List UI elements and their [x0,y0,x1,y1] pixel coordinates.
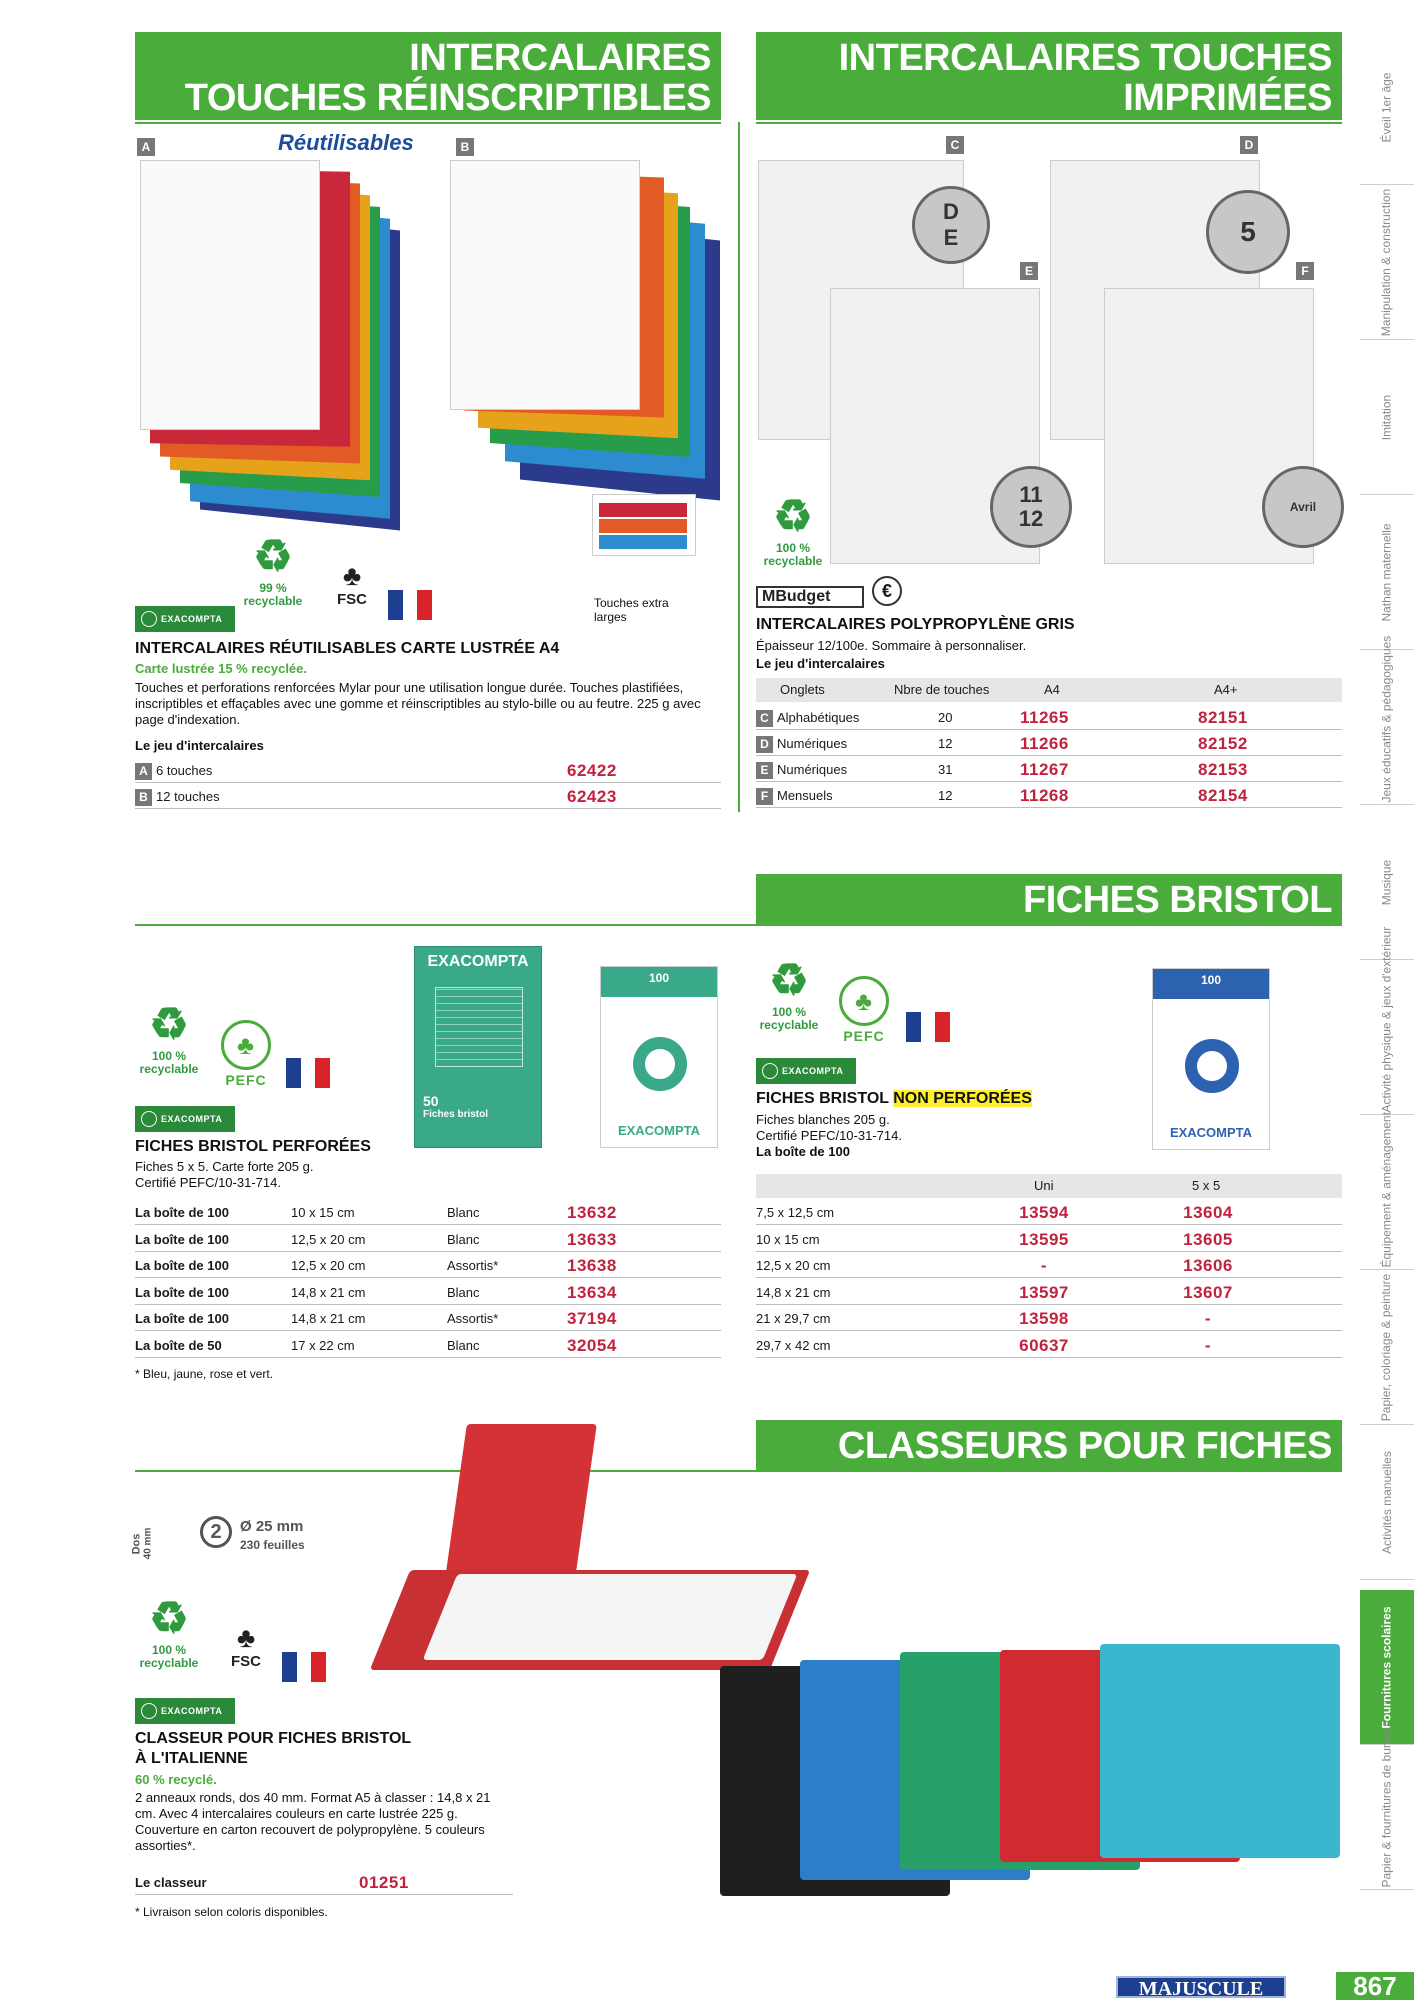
product-code: 32054 [567,1335,617,1355]
product-code: 13598 [1019,1309,1069,1328]
banner-intercalaires-reinscriptibles: INTERCALAIRES TOUCHES RÉINSCRIPTIBLES [135,32,721,120]
product-tag-f: F [1296,262,1314,280]
pack-image-fiches-non-perforees: 100 EXACOMPTA [1152,968,1270,1150]
recyclable-100-logo: ♻ 100 % recyclable [748,492,838,568]
tree-icon: ♣ [221,1020,271,1070]
product-code: 11267 [1020,760,1069,779]
table-row[interactable]: F Mensuels 12 11268 82154 [756,783,1342,808]
product-code: 11266 [1020,734,1069,753]
dos-label: Dos 40 mm [130,1527,154,1560]
touches-extra-caption: Touches extra larges [594,596,669,624]
table-row[interactable]: La boîte de 100 10 x 15 cm Blanc 13632 [135,1200,721,1225]
product-code: 82154 [1198,786,1248,805]
majuscule-logo: MAJUSCULE [1116,1976,1286,1998]
product-code: 62422 [567,761,617,780]
recycle-icon: ♻ [769,956,809,1005]
table-row[interactable]: 10 x 15 cm 13595 13605 [756,1227,1342,1252]
side-tab-musique[interactable]: Musique [1360,805,1414,960]
pefc-logo: ♣ PEFC [824,976,904,1044]
tree-icon: ♣ [839,976,889,1026]
table-row[interactable]: La boîte de 100 12,5 x 20 cm Blanc 13633 [135,1227,721,1252]
side-navigation [1360,30,1414,1890]
product-code: 13597 [1019,1282,1069,1302]
product-tag-e: E [1020,262,1038,280]
product-code: 13638 [567,1256,617,1275]
product-code: - [1204,1309,1212,1328]
ring-diameter: Ø 25 mm [240,1518,304,1535]
banner-fiches-bristol: FICHES BRISTOL [756,874,1342,924]
classeur-image [360,1420,1340,1900]
pack-image-fiches-100: 100 EXACOMPTA [600,966,718,1148]
product-code: 13594 [1019,1203,1069,1222]
pefc-logo: ♣ PEFC [206,1020,286,1088]
magnifier-f: Avril [1262,466,1344,548]
recycle-icon: ♻ [773,492,813,541]
table-header: Uni 5 x 5 [756,1174,1342,1198]
product-image-12-touches [450,160,740,500]
sec2-title: INTERCALAIRES POLYPROPYLÈNE GRIS [756,616,1075,633]
sec4-description-1: Fiches blanches 205 g. [756,1112,890,1127]
sec5-description: 2 anneaux ronds, dos 40 mm. Format A5 à classer : 14,8 x 21 cm. Avec 4 intercalaires couleurs en carte lustrée 225 g. Couverture en carton recouvert de polypropylène. 5 couleurs assorties*. [135,1790,491,1853]
exacompta-logo: EXACOMPTA [135,1106,235,1132]
table-row[interactable]: 12,5 x 20 cm - 13606 [756,1253,1342,1278]
sec5-title-1: CLASSEUR POUR FICHES BRISTOL [135,1730,412,1747]
recyclable-100-logo: ♻ 100 % recyclable [124,1000,214,1076]
table-row[interactable]: La boîte de 100 14,8 x 21 cm Blanc 13634 [135,1280,721,1305]
touches-extra-image [592,494,696,556]
side-tab-nathan[interactable]: Nathan maternelle [1360,495,1414,650]
sec1-description: Touches et perforations renforcées Mylar pour une utilisation longue durée. Touches plastifiées, inscriptibles et effaçables avec une gomme et réinscriptibles au stylo-bille ou au feutre. 225 g avec page d'indexation. [135,680,701,727]
product-code: - [1040,1256,1048,1275]
recyclable-100-logo: ♻ 100 % recyclable [124,1594,214,1670]
french-flag-icon [282,1652,326,1682]
budget-logo: MBudget [756,586,864,608]
sec5-footnote: * Livraison selon coloris disponibles. [135,1905,328,1919]
side-tab-activite-physique[interactable]: Activité physique & jeux d'extérieur [1360,960,1414,1115]
product-code: 13632 [567,1203,617,1222]
sec4-title: FICHES BRISTOL NON PERFORÉES [756,1090,1032,1107]
sec3-description-1: Fiches 5 x 5. Carte forte 205 g. [135,1159,314,1174]
product-code: - [1204,1335,1212,1355]
table-row[interactable]: La boîte de 100 14,8 x 21 cm Assortis* 37194 [135,1306,721,1331]
side-tab-equipement[interactable]: Équipement & aménagement [1360,1115,1414,1270]
side-tab-papier-bureau[interactable]: Papier & fournitures de bureau [1360,1735,1414,1890]
banner-classeurs-fiches: CLASSEURS POUR FICHES [756,1420,1342,1470]
french-flag-icon [906,1012,950,1042]
side-tab-fournitures-scolaires[interactable]: Fournitures scolaires [1360,1590,1414,1745]
french-flag-icon [286,1058,330,1088]
side-tab-manipulation[interactable]: Manipulation & construction [1360,185,1414,340]
table-row[interactable]: La boîte de 50 17 x 22 cm Blanc 32054 [135,1333,721,1358]
side-tab-imitation[interactable]: Imitation [1360,340,1414,495]
sec3-title: FICHES BRISTOL PERFORÉES [135,1138,371,1155]
table-row[interactable]: D Numériques 12 11266 82152 [756,731,1342,756]
product-code: 13607 [1183,1282,1233,1302]
product-code: 60637 [1019,1335,1069,1355]
underline [135,924,1342,926]
product-code: 82153 [1198,760,1248,779]
table-header: Onglets Nbre de touches A4 A4+ [756,678,1342,702]
sec1-title: INTERCALAIRES RÉUTILISABLES CARTE LUSTRÉE A4 [135,640,560,657]
tree-icon: ♣ [342,560,362,591]
magnifier-e: 11 12 [990,466,1072,548]
tree-icon: ♣ [236,1622,256,1653]
sec4-unit: La boîte de 100 [756,1144,850,1159]
banner-intercalaires-imprimees: INTERCALAIRES TOUCHES IMPRIMÉES [756,32,1342,120]
sec1-unit: Le jeu d'intercalaires [135,738,264,753]
reutilisables-label: Réutilisables [278,130,414,155]
product-image-6-touches [140,160,400,530]
magnifier-c: D E [912,186,990,264]
table-row[interactable]: C Alphabétiques 20 11265 82151 [756,705,1342,730]
product-code: 13633 [567,1229,617,1249]
table-row[interactable]: 14,8 x 21 cm 13597 13607 [756,1280,1342,1305]
page-number: 867 [1336,1972,1414,2000]
side-tab-jeux[interactable]: Jeux éducatifs & pédagogiques [1360,650,1414,805]
table-row[interactable]: B 12 touches 62423 [135,784,721,809]
product-code: 37194 [567,1309,617,1328]
recycle-icon: ♻ [253,532,293,581]
sec4-description-2: Certifié PEFC/10-31-714. [756,1128,902,1143]
recyclable-100-logo: ♻ 100 % recyclable [744,956,834,1032]
table-row[interactable]: E Numériques 31 11267 82153 [756,757,1342,782]
underline [756,122,1342,124]
sec2-unit: Le jeu d'intercalaires [756,656,885,671]
euro-icon: € [872,576,902,606]
table-row[interactable]: 21 x 29,7 cm 13598 - [756,1306,1342,1331]
product-code: 13634 [567,1282,617,1302]
product-code: 82152 [1198,734,1248,753]
table-row[interactable]: 29,7 x 42 cm 60637 - [756,1333,1342,1358]
sec5-subtitle: 60 % recyclé. [135,1772,217,1787]
sec2-description: Épaisseur 12/100e. Sommaire à personnaliser. [756,638,1027,653]
product-code: 13595 [1019,1229,1069,1249]
pack-image-fiches-50: EXACOMPTA 50 Fiches bristol [414,946,542,1148]
fsc-logo: ♣ FSC [218,1622,274,1670]
exacompta-logo: EXACOMPTA [756,1058,856,1084]
product-code: 13604 [1183,1203,1233,1222]
french-flag-icon [388,590,432,620]
recycle-icon: ♻ [149,1594,189,1643]
product-code: 82151 [1198,708,1248,727]
product-tag-a: A [137,138,155,156]
sec3-footnote: * Bleu, jaune, rose et vert. [135,1367,274,1381]
recyclable-99-logo: ♻ 99 % recyclable [228,532,318,608]
magnifier-d: 5 [1206,190,1290,274]
product-code: 62423 [567,787,617,806]
side-tab-eveil[interactable]: Éveil 1er âge [1360,30,1414,185]
product-code: 13606 [1183,1256,1233,1275]
ring-capacity: 230 feuilles [240,1538,305,1552]
underline [135,122,721,124]
side-tab-papier-coloriage[interactable]: Papier, coloriage & peinture [1360,1270,1414,1425]
table-row[interactable]: 7,5 x 12,5 cm 13594 13604 [756,1200,1342,1225]
side-tab-activites-manuelles[interactable]: Activités manuelles [1360,1425,1414,1580]
rings-icon: 2 [200,1516,232,1548]
product-tag-c: C [946,136,964,154]
sec1-subtitle: Carte lustrée 15 % recyclée. [135,661,307,676]
product-tag-d: D [1240,136,1258,154]
sec5-title-2: À L'ITALIENNE [135,1750,248,1767]
product-code: 01251 [359,1873,409,1892]
table-row[interactable]: Le classeur 01251 [135,1870,513,1895]
table-row[interactable]: A 6 touches 62422 [135,758,721,783]
table-row[interactable]: La boîte de 100 12,5 x 20 cm Assortis* 13638 [135,1253,721,1278]
product-code: 11265 [1020,708,1069,727]
exacompta-logo: EXACOMPTA [135,606,235,632]
product-tag-b: B [456,138,474,156]
recycle-icon: ♻ [149,1000,189,1049]
product-code: 13605 [1183,1229,1233,1249]
exacompta-logo: EXACOMPTA [135,1698,235,1724]
sec3-description-2: Certifié PEFC/10-31-714. [135,1175,281,1190]
product-code: 11268 [1020,786,1069,805]
fsc-logo: ♣ FSC [324,560,380,608]
